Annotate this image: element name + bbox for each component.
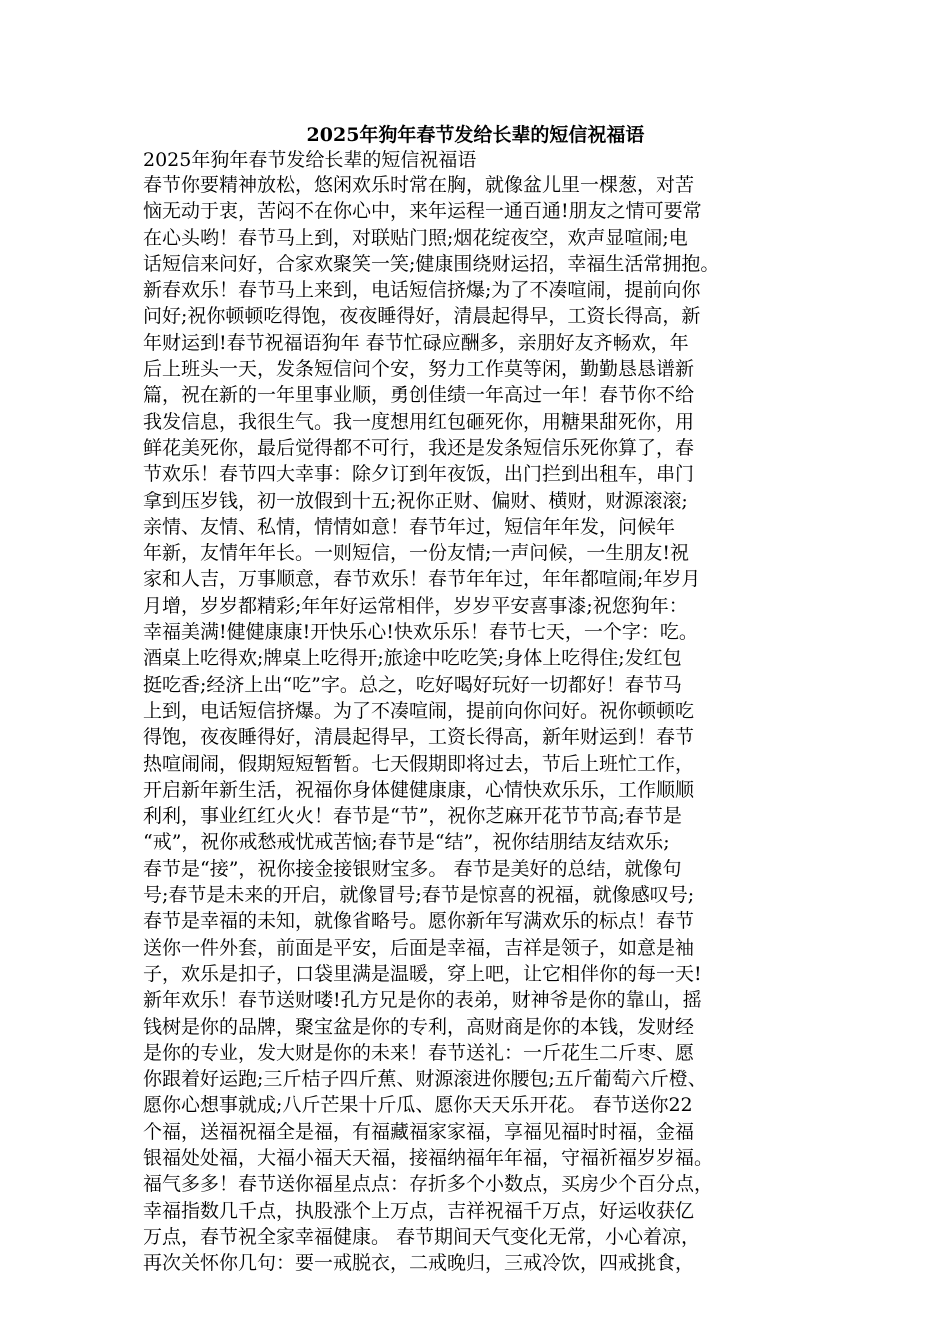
body-line: 得饱，夜夜睡得好，清晨起得早，工资长得高，新年财运到！春节 bbox=[143, 726, 695, 749]
body-line: 号;春节是未来的开启，就像冒号;春节是惊喜的祝福，就像感叹号; bbox=[143, 884, 695, 907]
body-line: 挺吃香;经济上出“吃”字。总之，吃好喝好玩好一切都好！春节马 bbox=[143, 673, 682, 696]
document-title: 2025年狗年春节发给长辈的短信祝福语 bbox=[306, 124, 645, 146]
body-line: 年新，友情年年长。一则短信，一份友情;一声问候，一生朋友!祝 bbox=[143, 542, 690, 565]
body-line: 新年欢乐！春节送财喽!孔方兄是你的表弟，财神爷是你的靠山，摇 bbox=[143, 989, 702, 1012]
body-line: 幸福指数几千点，执股涨个上万点，吉祥祝福千万点，好运收获亿 bbox=[143, 1199, 695, 1222]
body-line: 上到，电话短信挤爆。为了不凑喧闹，提前向你问好。祝你顿顿吃 bbox=[143, 699, 695, 722]
body-line: 钱树是你的品牌，聚宝盆是你的专利，高财商是你的本钱，发财经 bbox=[143, 1015, 695, 1038]
document-body bbox=[143, 172, 823, 1276]
body-line: 春节是幸福的未知，就像省略号。愿你新年写满欢乐的标点！春节 bbox=[143, 910, 695, 933]
body-line: 酒桌上吃得欢;牌桌上吃得开;旅途中吃吃笑;身体上吃得住;发红包 bbox=[143, 647, 682, 670]
body-line: 篇，祝在新的一年里事业顺，勇创佳绩一年高过一年！春节你不给 bbox=[143, 384, 695, 407]
body-line: 话短信来问好，合家欢聚笑一笑;健康围绕财运招，幸福生活常拥抱。 bbox=[143, 252, 720, 275]
body-line: 再次关怀你几句：要一戒脱衣，二戒晚归，三戒冷饮，四戒挑食， bbox=[143, 1252, 695, 1275]
body-line: “戒”，祝你戒愁戒忧戒苦恼;春节是“结”，祝你结朋结友结欢乐; bbox=[143, 831, 670, 854]
body-line: 热喧闹闹，假期短短暂暂。七天假期即将过去，节后上班忙工作， bbox=[143, 752, 695, 775]
body-line: 鲜花美死你，最后觉得都不可行，我还是发条短信乐死你算了，春 bbox=[143, 436, 695, 459]
body-line: 后上班头一天，发条短信问个安，努力工作莫等闲，勤勤恳恳谱新 bbox=[143, 358, 695, 381]
body-line: 在心头哟！春节马上到，对联贴门照;烟花绽夜空，欢声显喧闹;电 bbox=[143, 226, 688, 249]
body-line: 亲情、友情、私情，情情如意！春节年过，短信年年发，问候年 bbox=[143, 515, 676, 538]
body-line: 是你的专业，发大财是你的未来！春节送礼：一斤花生二斤枣、愿 bbox=[143, 1041, 695, 1064]
body-line: 新春欢乐！春节马上来到，电话短信挤爆;为了不凑喧闹，提前向你 bbox=[143, 279, 701, 302]
body-line: 万点，春节祝全家幸福健康。 春节期间天气变化无常，小心着凉， bbox=[143, 1225, 701, 1248]
body-line: 福气多多！春节送你福星点点：存折多个小数点，买房少个百分点， bbox=[143, 1173, 714, 1196]
body-line: 银福处处福，大福小福天天福，接福纳福年年福，守福祈福岁岁福。 bbox=[143, 1146, 714, 1169]
body-line: 利利，事业红红火火！春节是“节”，祝你芝麻开花节节高;春节是 bbox=[143, 805, 682, 828]
body-line: 恼无动于衷，苦闷不在你心中，来年运程一通百通!朋友之情可要常 bbox=[143, 200, 702, 223]
body-line: 春节你要精神放松，悠闲欢乐时常在胸，就像盆儿里一棵葱，对苦 bbox=[143, 174, 695, 196]
body-line: 送你一件外套，前面是平安，后面是幸福，吉祥是领子，如意是袖 bbox=[143, 936, 695, 959]
body-line: 你跟着好运跑;三斤桔子四斤蕉、财源滚进你腰包;五斤葡萄六斤橙、 bbox=[143, 1068, 707, 1091]
document-subtitle: 2025年狗年春节发给长辈的短信祝福语 bbox=[143, 149, 477, 171]
body-line: 月增，岁岁都精彩;年年好运常相伴，岁岁平安喜事漆;祝您狗年： bbox=[143, 594, 688, 617]
body-line: 问好;祝你顿顿吃得饱，夜夜睡得好，清晨起得早，工资长得高，新 bbox=[143, 305, 701, 328]
body-line: 愿你心想事就成;八斤芒果十斤瓜、愿你天天乐开花。 春节送你22 bbox=[143, 1094, 693, 1117]
body-line: 年财运到!春节祝福语狗年 春节忙碌应酬多，亲朋好友齐畅欢，年 bbox=[143, 331, 689, 354]
body-line: 我发信息，我很生气。我一度想用红包砸死你，用糖果甜死你，用 bbox=[143, 410, 695, 433]
body-line: 家和人吉，万事顺意，春节欢乐！春节年年过，年年都喧闹;年岁月 bbox=[143, 568, 701, 591]
body-line: 拿到压岁钱，初一放假到十五;祝你正财、偏财、横财，财源滚滚; bbox=[143, 489, 688, 512]
body-line: 开启新年新生活，祝福你身体健健康康，心情快欢乐乐，工作顺顺 bbox=[143, 778, 695, 801]
body-line: 节欢乐！春节四大幸事：除夕订到年夜饭，出门拦到出租车，串门 bbox=[143, 463, 695, 486]
body-line: 个福，送福祝福全是福，有福藏福家家福，享福见福时时福，金福 bbox=[143, 1120, 695, 1143]
body-line: 春节是“接”，祝你接金接银财宝多。 春节是美好的总结，就像句 bbox=[143, 857, 682, 880]
body-line: 幸福美满!健健康康!开快乐心!快欢乐乐！春节七天，一个字：吃。 bbox=[143, 621, 698, 644]
body-line: 子，欢乐是扣子，口袋里满是温暖，穿上吧，让它相伴你的每一天! bbox=[143, 962, 702, 985]
